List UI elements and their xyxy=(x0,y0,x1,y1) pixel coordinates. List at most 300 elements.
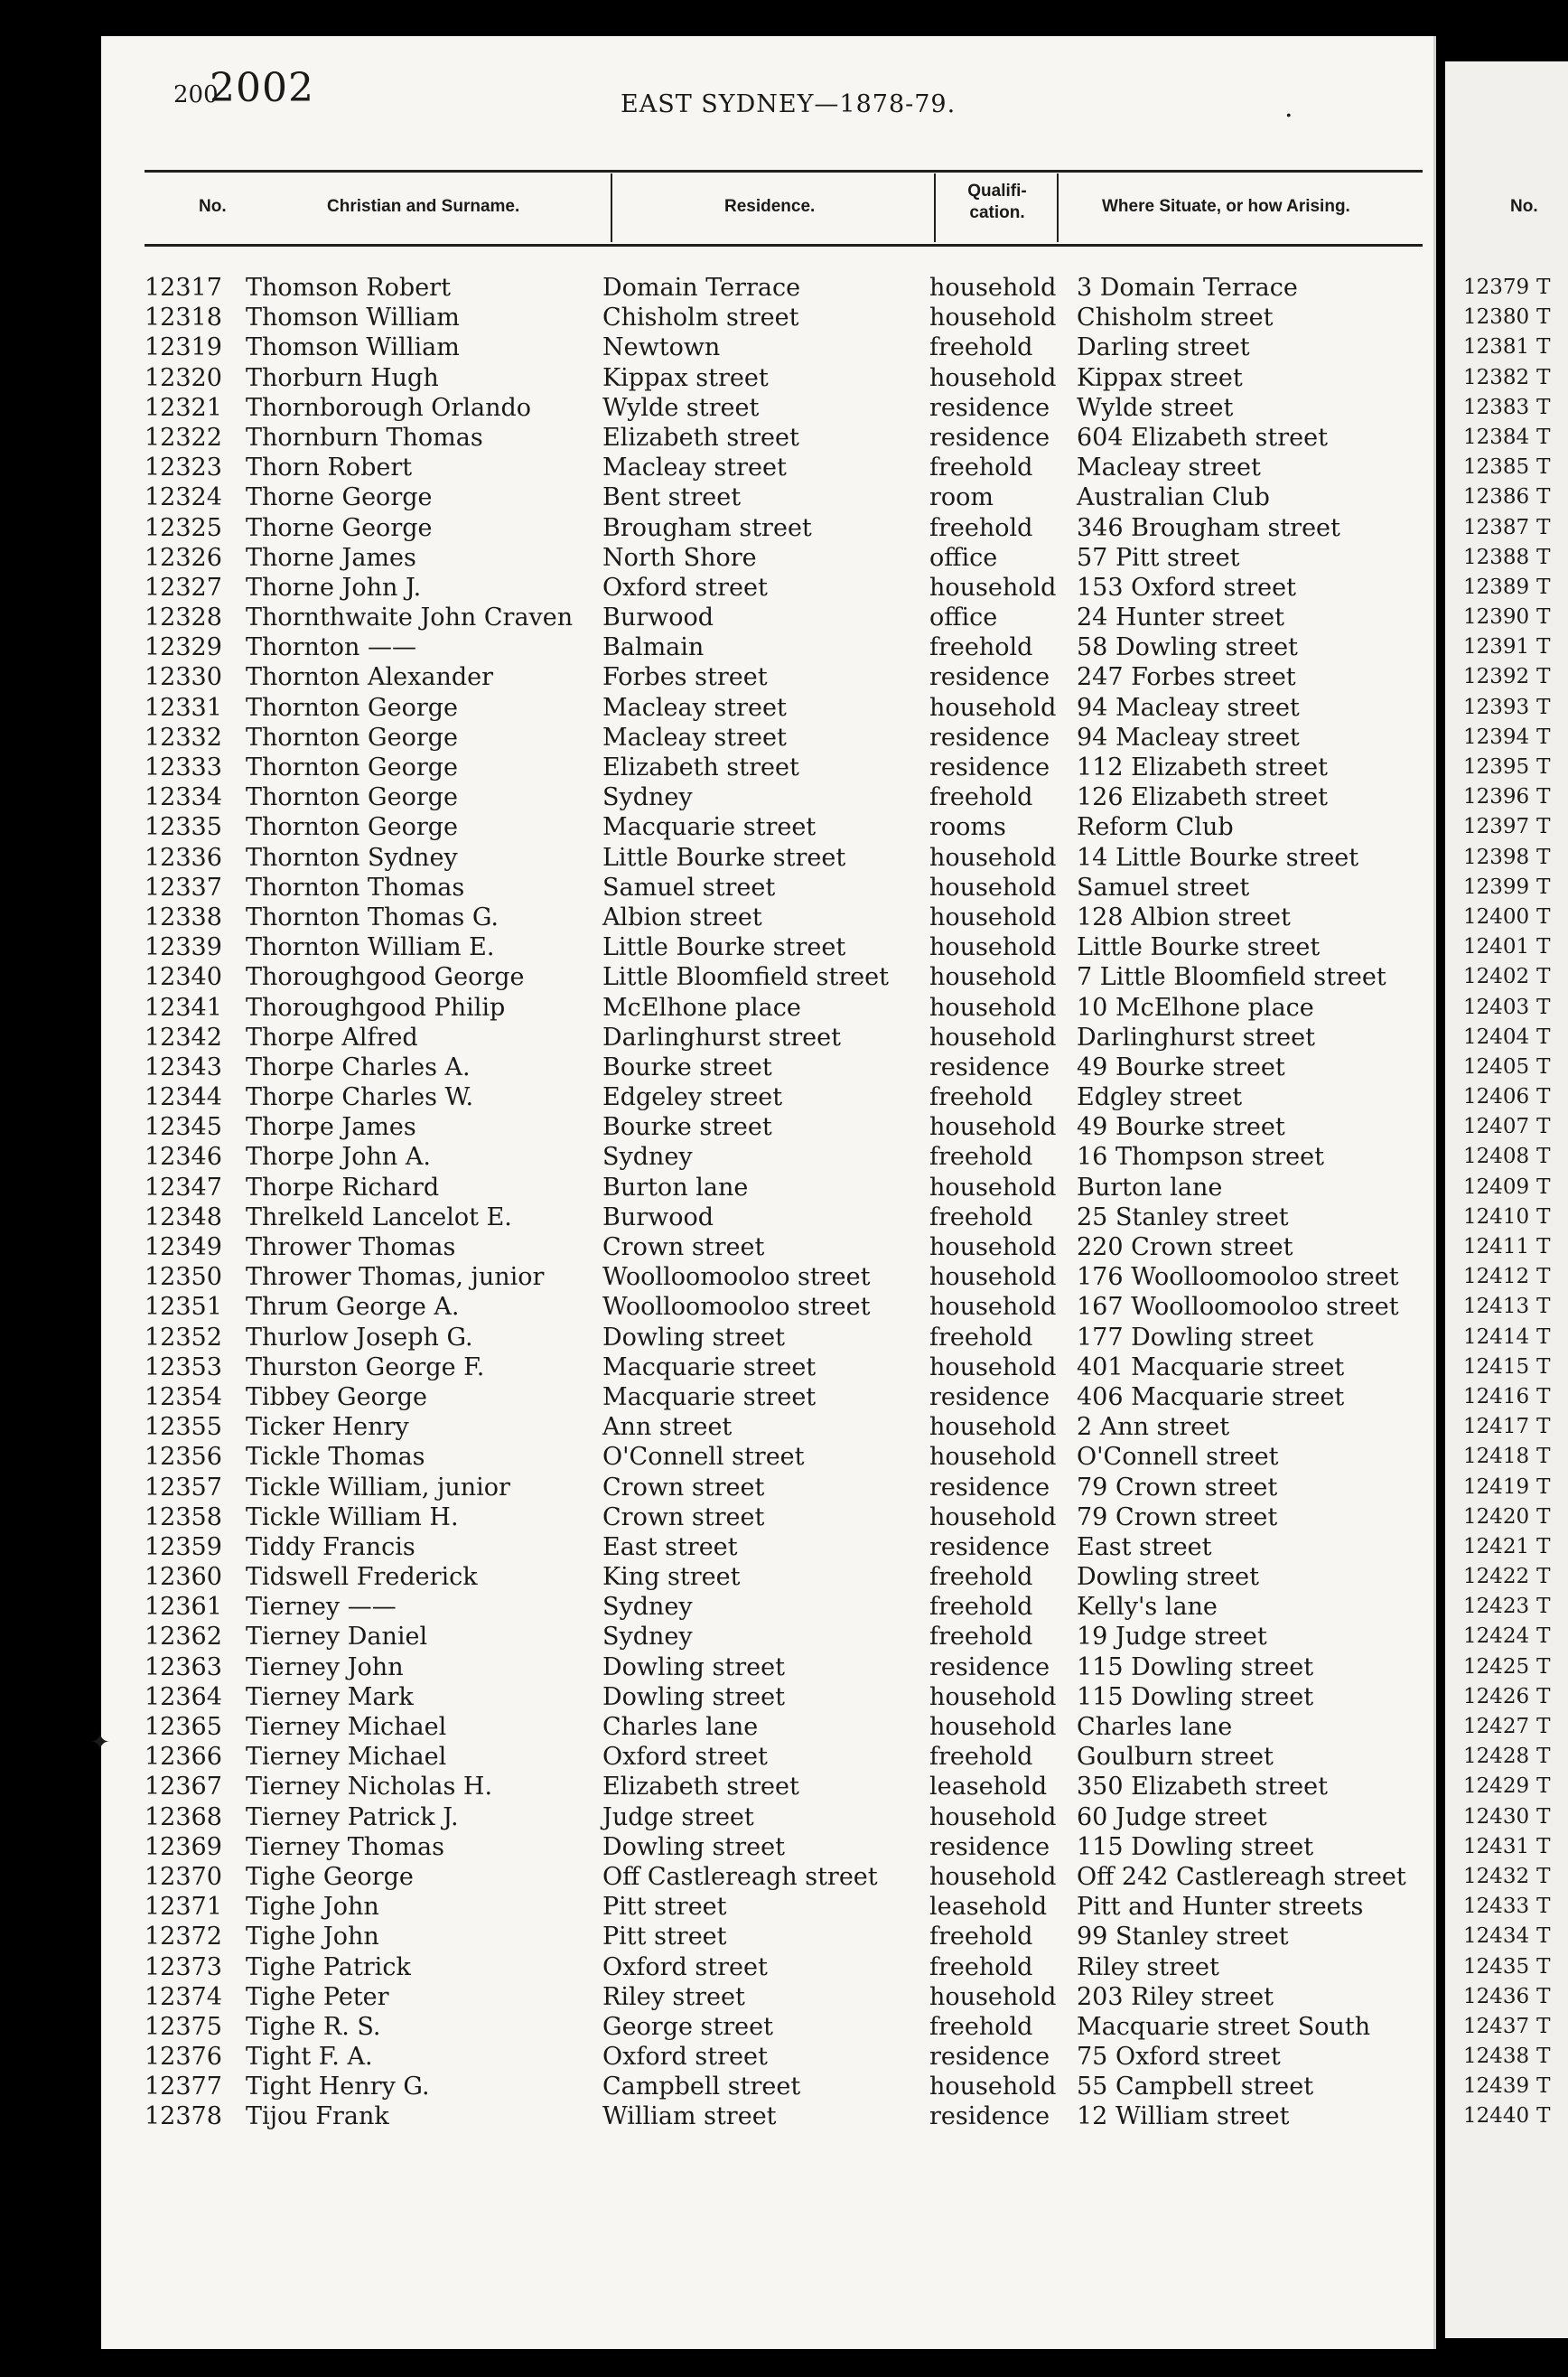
adjacent-name-initial: T xyxy=(1536,725,1551,749)
qualification-location: Edgley street xyxy=(1077,1083,1243,1112)
qualification-location: 128 Albion street xyxy=(1077,903,1291,931)
table-row xyxy=(101,1922,1433,1951)
adjacent-table-row xyxy=(1463,1682,1551,1712)
adjacent-name-initial: T xyxy=(1536,904,1551,929)
qualification-location: 2 Ann street xyxy=(1077,1413,1230,1442)
header-top-rule xyxy=(145,170,1423,173)
adjacent-name-initial: T xyxy=(1536,1085,1551,1109)
table-row xyxy=(101,1562,1433,1592)
elector-residence: William street xyxy=(602,2102,777,2131)
elector-number: 12357 xyxy=(145,1473,222,1502)
elector-qualification: freehold xyxy=(929,1083,1033,1112)
adjacent-name-initial: T xyxy=(1536,1864,1551,1888)
qualification-location: 153 Oxford street xyxy=(1077,573,1296,602)
elector-name: Thoroughgood Philip xyxy=(246,993,506,1022)
adjacent-name-initial: T xyxy=(1536,1265,1551,1289)
table-row xyxy=(101,303,1433,332)
qualification-location: O'Connell street xyxy=(1077,1443,1279,1472)
elector-qualification: rooms xyxy=(929,813,1006,842)
adjacent-name-initial: T xyxy=(1536,1565,1551,1589)
elector-number: 12361 xyxy=(145,1593,222,1622)
qualification-location: 406 Macquarie street xyxy=(1077,1382,1345,1411)
elector-name: Tickle Thomas xyxy=(246,1443,425,1472)
elector-qualification: freehold xyxy=(929,1593,1033,1622)
adjacent-table-row xyxy=(1463,1442,1551,1472)
elector-name: Tighe John xyxy=(246,1893,379,1922)
elector-residence: McElhone place xyxy=(602,993,801,1022)
elector-name: Tight F. A. xyxy=(246,2043,373,2072)
adjacent-elector-number: 12427 xyxy=(1463,1715,1530,1738)
qualification-location: Little Bourke street xyxy=(1077,933,1321,962)
elector-qualification: freehold xyxy=(929,783,1033,812)
adjacent-table-row xyxy=(1463,723,1551,753)
elector-qualification: freehold xyxy=(929,513,1033,542)
adjacent-elector-number: 12384 xyxy=(1463,425,1530,449)
qualification-location: 220 Crown street xyxy=(1077,1233,1293,1261)
elector-qualification: residence xyxy=(929,1473,1050,1502)
table-row xyxy=(101,662,1433,692)
adjacent-name-initial: T xyxy=(1536,305,1551,330)
adjacent-elector-number: 12416 xyxy=(1463,1384,1530,1408)
elector-name: Thorne George xyxy=(246,483,433,512)
adjacent-table-row xyxy=(1463,843,1551,873)
elector-residence: Sydney xyxy=(602,1593,693,1622)
adjacent-table-row xyxy=(1463,1112,1551,1142)
adjacent-table-row xyxy=(1463,632,1551,662)
elector-name: Thurlow Joseph G. xyxy=(246,1323,473,1352)
elector-number: 12339 xyxy=(145,933,222,962)
elector-qualification: household xyxy=(929,1713,1057,1741)
elector-qualification: household xyxy=(929,1802,1057,1831)
table-row xyxy=(101,632,1433,662)
table-row xyxy=(101,1952,1433,1982)
adjacent-name-initial: T xyxy=(1536,1025,1551,1049)
adjacent-elector-number: 12409 xyxy=(1463,1174,1530,1199)
elector-name: Thorne John J. xyxy=(246,573,422,602)
table-row xyxy=(101,1082,1433,1112)
elector-residence: Elizabeth street xyxy=(602,1773,799,1801)
adjacent-elector-number: 12390 xyxy=(1463,605,1530,630)
elector-name: Thorpe Alfred xyxy=(246,1023,418,1052)
elector-number: 12374 xyxy=(145,1982,222,2011)
table-row xyxy=(101,332,1433,362)
elector-qualification: household xyxy=(929,1443,1057,1472)
table-row xyxy=(101,873,1433,903)
adjacent-table-row xyxy=(1463,1412,1551,1442)
elector-name: Thorpe John A. xyxy=(246,1143,431,1172)
elector-number: 12375 xyxy=(145,2012,222,2041)
margin-mark: ✦ xyxy=(90,1729,110,1756)
qualification-location: 126 Elizabeth street xyxy=(1077,783,1328,812)
elector-number: 12343 xyxy=(145,1053,222,1081)
adjacent-elector-number: 12417 xyxy=(1463,1415,1530,1439)
table-row xyxy=(101,423,1433,453)
elector-qualification: leasehold xyxy=(929,1773,1048,1801)
elector-residence: Off Castlereagh street xyxy=(602,1862,878,1891)
elector-residence: Judge street xyxy=(602,1802,754,1831)
adjacent-elector-number: 12404 xyxy=(1463,1025,1530,1049)
elector-residence: Crown street xyxy=(602,1473,765,1502)
adjacent-name-initial: T xyxy=(1536,1654,1551,1679)
elector-qualification: household xyxy=(929,1233,1057,1261)
elector-qualification: household xyxy=(929,1173,1057,1202)
elector-number: 12352 xyxy=(145,1323,222,1352)
elector-qualification: household xyxy=(929,1293,1057,1322)
elector-number: 12334 xyxy=(145,783,222,812)
page-number: 200 xyxy=(173,81,219,108)
adjacent-elector-number: 12439 xyxy=(1463,2074,1530,2099)
adjacent-elector-number: 12383 xyxy=(1463,395,1530,419)
table-row xyxy=(101,1532,1433,1562)
table-row xyxy=(101,1682,1433,1712)
elector-qualification: residence xyxy=(929,2102,1050,2131)
page-stamp: 2002 xyxy=(210,65,314,111)
elector-residence: Charles lane xyxy=(602,1713,759,1741)
qualification-location: 10 McElhone place xyxy=(1077,993,1314,1022)
elector-name: Tighe George xyxy=(246,1862,414,1891)
qualification-location: 203 Riley street xyxy=(1077,1982,1274,2011)
adjacent-elector-number: 12379 xyxy=(1463,276,1530,299)
elector-name: Thorburn Hugh xyxy=(246,363,439,392)
table-row xyxy=(101,1712,1433,1742)
adjacent-column-header-no: No. xyxy=(1510,197,1538,216)
adjacent-name-initial: T xyxy=(1536,1684,1551,1708)
adjacent-elector-number: 12385 xyxy=(1463,455,1530,480)
adjacent-elector-number: 12420 xyxy=(1463,1504,1530,1529)
elector-number: 12336 xyxy=(145,843,222,872)
elector-name: Thorn Robert xyxy=(246,454,413,482)
table-row xyxy=(101,603,1433,632)
qualification-location: Chisholm street xyxy=(1077,304,1274,332)
adjacent-table-row xyxy=(1463,962,1551,992)
elector-qualification: freehold xyxy=(929,1203,1033,1231)
adjacent-name-initial: T xyxy=(1536,965,1551,989)
elector-number: 12322 xyxy=(145,423,222,452)
elector-number: 12323 xyxy=(145,454,222,482)
qualification-location: Australian Club xyxy=(1077,483,1270,512)
elector-number: 12364 xyxy=(145,1682,222,1711)
adjacent-table-row xyxy=(1463,812,1551,842)
adjacent-elector-number: 12402 xyxy=(1463,965,1530,989)
adjacent-table-row xyxy=(1463,932,1551,962)
adjacent-elector-number: 12410 xyxy=(1463,1204,1530,1229)
table-row xyxy=(101,932,1433,962)
table-row xyxy=(101,962,1433,992)
elector-residence: Macleay street xyxy=(602,454,787,482)
table-row xyxy=(101,543,1433,573)
elector-number: 12373 xyxy=(145,1952,222,1981)
table-row xyxy=(101,482,1433,512)
qualification-location: 79 Crown street xyxy=(1077,1502,1278,1531)
elector-residence: George street xyxy=(602,2012,773,2041)
elector-name: Thornton George xyxy=(246,723,458,752)
elector-name: Thomson William xyxy=(246,304,460,332)
qualification-location: Samuel street xyxy=(1077,873,1250,902)
table-row xyxy=(101,693,1433,723)
adjacent-name-initial: T xyxy=(1536,365,1551,389)
elector-residence: Oxford street xyxy=(602,2043,768,2072)
elector-qualification: household xyxy=(929,843,1057,872)
adjacent-name-initial: T xyxy=(1536,1984,1551,2008)
table-row xyxy=(101,363,1433,393)
elector-number: 12344 xyxy=(145,1083,222,1112)
table-row xyxy=(101,1323,1433,1352)
elector-residence: Dowling street xyxy=(602,1682,785,1711)
adjacent-name-initial: T xyxy=(1536,1415,1551,1439)
elector-residence: Crown street xyxy=(602,1502,765,1531)
elector-qualification: household xyxy=(929,1682,1057,1711)
adjacent-elector-number: 12432 xyxy=(1463,1864,1530,1888)
elector-name: Thorne George xyxy=(246,513,433,542)
elector-qualification: freehold xyxy=(929,1563,1033,1592)
elector-name: Tierney Michael xyxy=(246,1713,447,1741)
qualification-location: 177 Dowling street xyxy=(1077,1323,1314,1352)
elector-qualification: freehold xyxy=(929,1952,1033,1981)
adjacent-name-initial: T xyxy=(1536,395,1551,419)
qualification-location: 401 Macquarie street xyxy=(1077,1352,1345,1381)
table-row xyxy=(101,903,1433,932)
adjacent-name-initial: T xyxy=(1536,2104,1551,2129)
adjacent-table-row xyxy=(1463,993,1551,1023)
adjacent-name-initial: T xyxy=(1536,2045,1551,2069)
table-row xyxy=(101,2012,1433,2042)
elector-residence: Wylde street xyxy=(602,393,760,422)
adjacent-elector-number: 12419 xyxy=(1463,1474,1530,1499)
qualification-location: 3 Domain Terrace xyxy=(1077,274,1298,302)
elector-qualification: freehold xyxy=(929,1923,1033,1951)
adjacent-elector-number: 12438 xyxy=(1463,2045,1530,2069)
adjacent-name-initial: T xyxy=(1536,1054,1551,1079)
qualification-location: 247 Forbes street xyxy=(1077,663,1296,692)
qualification-location: 55 Campbell street xyxy=(1077,2073,1314,2101)
elector-residence: Sydney xyxy=(602,1143,693,1172)
qualification-location: 604 Elizabeth street xyxy=(1077,423,1328,452)
adjacent-elector-number: 12415 xyxy=(1463,1354,1530,1379)
adjacent-name-initial: T xyxy=(1536,545,1551,569)
qualification-location: 7 Little Bloomfield street xyxy=(1077,963,1386,992)
elector-number: 12324 xyxy=(145,483,222,512)
elector-list xyxy=(101,273,1433,2132)
adjacent-elector-number: 12428 xyxy=(1463,1745,1530,1769)
elector-residence: Edgeley street xyxy=(602,1083,783,1112)
elector-name: Tierney Nicholas H. xyxy=(246,1773,493,1801)
elector-qualification: freehold xyxy=(929,1743,1033,1772)
adjacent-elector-number: 12405 xyxy=(1463,1054,1530,1079)
elector-qualification: residence xyxy=(929,723,1050,752)
adjacent-table-row xyxy=(1463,2012,1551,2042)
elector-qualification: residence xyxy=(929,2043,1050,2072)
elector-residence: Elizabeth street xyxy=(602,423,799,452)
elector-residence: Oxford street xyxy=(602,573,768,602)
table-row xyxy=(101,1982,1433,2012)
elector-qualification: household xyxy=(929,873,1057,902)
table-row xyxy=(101,513,1433,543)
adjacent-name-initial: T xyxy=(1536,276,1551,299)
elector-qualification: freehold xyxy=(929,333,1033,362)
elector-number: 12349 xyxy=(145,1233,222,1261)
adjacent-table-row xyxy=(1463,1053,1551,1082)
adjacent-name-initial: T xyxy=(1536,1924,1551,1949)
adjacent-elector-number: 12436 xyxy=(1463,1984,1530,2008)
table-row xyxy=(101,1892,1433,1922)
elector-qualification: household xyxy=(929,573,1057,602)
ink-speck: . xyxy=(1284,92,1293,124)
table-row xyxy=(101,1112,1433,1142)
adjacent-name-initial: T xyxy=(1536,1774,1551,1799)
adjacent-elector-number: 12401 xyxy=(1463,935,1530,959)
adjacent-elector-number: 12380 xyxy=(1463,305,1530,330)
elector-name: Thorpe James xyxy=(246,1113,416,1142)
elector-number: 12368 xyxy=(145,1802,222,1831)
qualification-location: 115 Dowling street xyxy=(1077,1652,1314,1681)
elector-name: Thornton Thomas xyxy=(246,873,465,902)
elector-name: Tierney Daniel xyxy=(246,1623,428,1652)
elector-number: 12369 xyxy=(145,1832,222,1861)
table-row xyxy=(101,812,1433,842)
elector-residence: Albion street xyxy=(602,903,762,931)
elector-name: Tierney Patrick J. xyxy=(246,1802,459,1831)
qualification-location: 60 Judge street xyxy=(1077,1802,1267,1831)
elector-name: Thornborough Orlando xyxy=(246,393,531,422)
elector-qualification: household xyxy=(929,274,1057,302)
adjacent-name-initial: T xyxy=(1536,1895,1551,1919)
adjacent-name-initial: T xyxy=(1536,1235,1551,1259)
adjacent-name-initial: T xyxy=(1536,575,1551,599)
adjacent-elector-number: 12398 xyxy=(1463,845,1530,869)
elector-number: 12321 xyxy=(145,393,222,422)
adjacent-elector-number: 12440 xyxy=(1463,2104,1530,2129)
elector-residence: Dowling street xyxy=(602,1652,785,1681)
elector-qualification: residence xyxy=(929,1053,1050,1081)
adjacent-table-row xyxy=(1463,782,1551,812)
adjacent-elector-number: 12387 xyxy=(1463,515,1530,539)
elector-residence: Macquarie street xyxy=(602,1382,817,1411)
header-bottom-rule xyxy=(145,244,1423,247)
adjacent-elector-number: 12431 xyxy=(1463,1834,1530,1858)
adjacent-elector-number: 12421 xyxy=(1463,1534,1530,1558)
adjacent-table-row xyxy=(1463,1023,1551,1053)
qualification-location: Macquarie street South xyxy=(1077,2012,1371,2041)
column-header-name: Christian and Surname. xyxy=(327,197,520,216)
adjacent-elector-number: 12422 xyxy=(1463,1565,1530,1589)
table-row xyxy=(101,573,1433,603)
adjacent-name-initial: T xyxy=(1536,335,1551,360)
elector-number: 12327 xyxy=(145,573,222,602)
elector-qualification: household xyxy=(929,693,1057,722)
elector-name: Tidswell Frederick xyxy=(246,1563,478,1592)
elector-number: 12377 xyxy=(145,2073,222,2101)
adjacent-elector-number: 12389 xyxy=(1463,575,1530,599)
qualification-location: Reform Club xyxy=(1077,813,1234,842)
adjacent-elector-number: 12403 xyxy=(1463,995,1530,1019)
elector-residence: Burton lane xyxy=(602,1173,749,1202)
adjacent-elector-number: 12430 xyxy=(1463,1804,1530,1829)
adjacent-name-initial: T xyxy=(1536,2074,1551,2099)
elector-residence: Macleay street xyxy=(602,723,787,752)
qualification-location: 49 Bourke street xyxy=(1077,1053,1285,1081)
elector-number: 12329 xyxy=(145,633,222,662)
elector-name: Thomson Robert xyxy=(246,274,451,302)
qualification-location: Kippax street xyxy=(1077,363,1243,392)
elector-qualification: freehold xyxy=(929,1143,1033,1172)
elector-qualification: residence xyxy=(929,1382,1050,1411)
adjacent-table-row xyxy=(1463,513,1551,543)
elector-name: Tierney —— xyxy=(246,1593,397,1622)
elector-residence: Domain Terrace xyxy=(602,274,801,302)
adjacent-elector-number: 12392 xyxy=(1463,665,1530,689)
elector-number: 12358 xyxy=(145,1502,222,1531)
table-row xyxy=(101,1352,1433,1382)
adjacent-table-row xyxy=(1463,662,1551,692)
column-header-qualification: Qualifi- cation. xyxy=(967,182,1027,222)
adjacent-elector-number: 12425 xyxy=(1463,1654,1530,1679)
adjacent-name-initial: T xyxy=(1536,1624,1551,1649)
elector-number: 12346 xyxy=(145,1143,222,1172)
adjacent-name-initial: T xyxy=(1536,935,1551,959)
table-row xyxy=(101,753,1433,782)
elector-number: 12320 xyxy=(145,363,222,392)
qualification-location: 24 Hunter street xyxy=(1077,604,1285,632)
adjacent-elector-number: 12423 xyxy=(1463,1595,1530,1619)
elector-residence: Pitt street xyxy=(602,1923,727,1951)
elector-residence: Oxford street xyxy=(602,1743,768,1772)
column-divider xyxy=(611,173,612,242)
adjacent-name-initial: T xyxy=(1536,1954,1551,1979)
adjacent-name-initial: T xyxy=(1536,995,1551,1019)
qualification-location: 25 Stanley street xyxy=(1077,1203,1289,1231)
adjacent-table-row xyxy=(1463,1382,1551,1412)
table-row xyxy=(101,1382,1433,1412)
qualification-location: 19 Judge street xyxy=(1077,1623,1267,1652)
table-row xyxy=(101,1502,1433,1532)
elector-qualification: household xyxy=(929,1113,1057,1142)
elector-residence: Dowling street xyxy=(602,1832,785,1861)
elector-name: Thornton George xyxy=(246,753,458,781)
elector-qualification: residence xyxy=(929,423,1050,452)
elector-qualification: household xyxy=(929,1023,1057,1052)
elector-number: 12317 xyxy=(145,274,222,302)
adjacent-table-row xyxy=(1463,1772,1551,1801)
elector-residence: O'Connell street xyxy=(602,1443,805,1472)
table-row xyxy=(101,1473,1433,1502)
elector-qualification: residence xyxy=(929,753,1050,781)
elector-number: 12362 xyxy=(145,1623,222,1652)
elector-residence: Riley street xyxy=(602,1982,745,2011)
adjacent-name-initial: T xyxy=(1536,1534,1551,1558)
qualification-location: Burton lane xyxy=(1077,1173,1223,1202)
page-title: EAST SYDNEY—1878-79. xyxy=(621,90,957,118)
adjacent-elector-number: 12388 xyxy=(1463,545,1530,569)
table-row xyxy=(101,1142,1433,1172)
elector-residence: Bourke street xyxy=(602,1113,772,1142)
adjacent-table-row xyxy=(1463,1262,1551,1292)
elector-number: 12333 xyxy=(145,753,222,781)
adjacent-table-row xyxy=(1463,1922,1551,1951)
adjacent-elector-number: 12386 xyxy=(1463,485,1530,510)
adjacent-name-initial: T xyxy=(1536,1354,1551,1379)
adjacent-table-row xyxy=(1463,1892,1551,1922)
elector-number: 12378 xyxy=(145,2102,222,2131)
elector-number: 12341 xyxy=(145,993,222,1022)
elector-qualification: household xyxy=(929,304,1057,332)
adjacent-elector-number: 12395 xyxy=(1463,755,1530,779)
adjacent-table-row xyxy=(1463,903,1551,932)
qualification-location: Charles lane xyxy=(1077,1713,1233,1741)
table-row xyxy=(101,1023,1433,1053)
adjacent-table-row xyxy=(1463,303,1551,332)
elector-name: Thornthwaite John Craven xyxy=(246,604,574,632)
elector-qualification: residence xyxy=(929,663,1050,692)
